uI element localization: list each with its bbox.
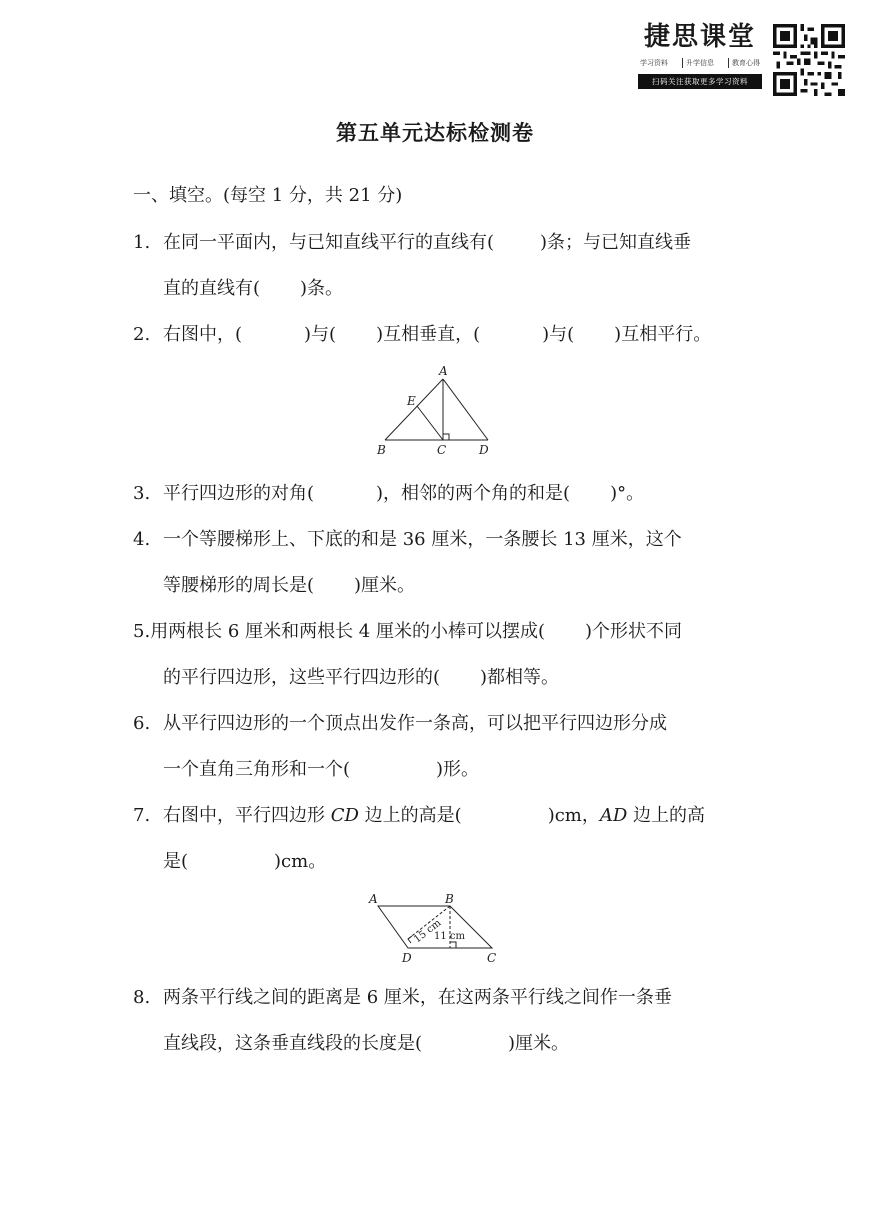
triangle-figure bbox=[370, 364, 500, 460]
question-6-line-2: 一个直角三角形和一个( )形。 bbox=[163, 759, 480, 780]
qr-code-icon bbox=[773, 24, 845, 96]
brand-tags bbox=[638, 58, 762, 68]
label-d: D bbox=[479, 443, 489, 457]
label-b: B bbox=[377, 443, 386, 457]
right-angle-mark bbox=[443, 434, 449, 440]
length-label-15: 15 cm bbox=[412, 917, 444, 946]
label-d: D bbox=[402, 951, 412, 965]
parallelogram-figure bbox=[362, 888, 506, 968]
label-a: A bbox=[369, 892, 378, 906]
brand-tag: 学习资料 bbox=[640, 59, 668, 67]
label-c: C bbox=[487, 951, 497, 965]
question-1-line-1: 1. 在同一平面内，与已知直线平行的直线有( )条；与已知直线垂 bbox=[133, 232, 692, 253]
question-number: 8. bbox=[133, 987, 151, 1008]
question-number: 2. bbox=[133, 324, 151, 345]
length-label-11: 11 cm bbox=[434, 931, 465, 942]
question-number: 1. bbox=[133, 232, 151, 253]
brand-tag: 升学信息 bbox=[682, 58, 714, 68]
question-5-line-1: 5.用两根长 6 厘米和两根长 4 厘米的小棒可以摆成( )个形状不同 bbox=[133, 621, 683, 642]
page-title: 第五单元达标检测卷 bbox=[336, 121, 534, 145]
question-number: 6. bbox=[133, 713, 151, 734]
question-2: 2. 右图中，( )与( )互相垂直，( )与( )互相平行。 bbox=[133, 324, 712, 345]
label-b: B bbox=[445, 892, 454, 906]
question-6-line-1: 6. 从平行四边形的一个顶点出发作一条高，可以把平行四边形分成 bbox=[133, 713, 667, 734]
question-number: 3. bbox=[133, 483, 151, 504]
label-c: C bbox=[437, 443, 447, 457]
question-number: 4. bbox=[133, 529, 151, 550]
question-8-line-1: 8. 两条平行线之间的距离是 6 厘米，在这两条平行线之间作一条垂 bbox=[133, 987, 672, 1008]
question-4-line-1: 4. 一个等腰梯形上、下底的和是 36 厘米，一条腰长 13 厘米，这个 bbox=[133, 529, 682, 550]
brand-block bbox=[638, 22, 762, 89]
brand-tag: 教育心得 bbox=[728, 58, 760, 68]
question-7-line-1: 7. 右图中，平行四边形 CD 边上的高是( )cm，AD 边上的高 bbox=[133, 805, 706, 826]
brand-banner: 扫码关注获取更多学习资料 bbox=[638, 74, 762, 89]
question-number: 5. bbox=[133, 621, 151, 642]
section-heading: 一、填空。(每空 1 分，共 21 分) bbox=[133, 185, 403, 206]
brand-name: 捷思课堂 bbox=[643, 22, 756, 52]
segment-ab bbox=[385, 379, 443, 440]
question-4-line-2: 等腰梯形的周长是( )厘米。 bbox=[163, 575, 416, 596]
question-1-line-2: 直的直线有( )条。 bbox=[163, 278, 344, 299]
question-7-line-2: 是( )cm。 bbox=[163, 851, 327, 872]
question-number: 7. bbox=[133, 805, 151, 826]
question-3: 3. 平行四边形的对角( )，相邻的两个角的和是( )°。 bbox=[133, 483, 645, 504]
segment-ad bbox=[443, 379, 488, 440]
segment-ec bbox=[417, 406, 443, 440]
question-5-line-2: 的平行四边形，这些平行四边形的( )都相等。 bbox=[163, 667, 560, 688]
question-8-line-2: 直线段，这条垂直线段的长度是( )厘米。 bbox=[163, 1033, 570, 1054]
label-a: A bbox=[439, 364, 448, 378]
right-angle-mark bbox=[450, 942, 456, 948]
label-e: E bbox=[407, 394, 416, 408]
